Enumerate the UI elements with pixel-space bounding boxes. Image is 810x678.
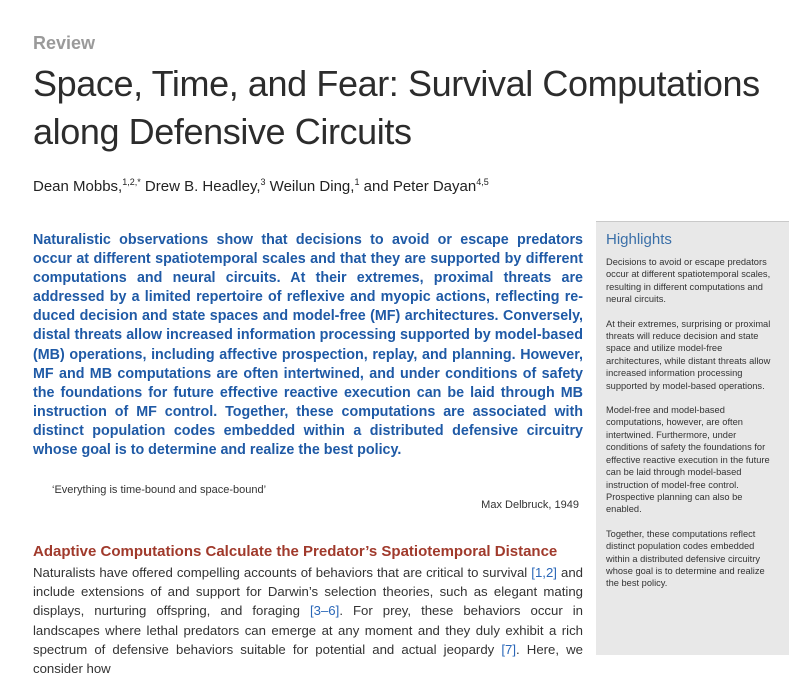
author-affiliation: 1 [354, 177, 360, 187]
highlight-paragraph: Model-free and model-based computations, however, are often intertwined. Furthermore, under conditions of safety the foundations for effective reactive execution in the future can be laid through model-based instruction of model-free control. Prospective planning can also be enabled. [606, 405, 770, 515]
body-text-segment: and include extensions of and support for Darwin’s selection theories, such as elegant mating displays, nurturing offspring, and foraging [33, 565, 583, 619]
body-text-segment: . For prey, these behaviors occur in landscapes where lethal predators can emerge at any moment and they duly exhibit a rich spectrum of defensive behaviors suitable for potential and actual jeopardy [33, 603, 583, 657]
highlight-paragraph: At their extremes, surprising or proximal threats will reduce decision and state space and utilize model-free architectures, while distant threats allow increased information processing supported by model-based operations. [606, 318, 771, 391]
highlights-title: Highlights [606, 231, 672, 248]
author-affiliation: 3 [260, 177, 266, 187]
highlights-box [596, 221, 789, 655]
epigraph-attribution: Max Delbruck, 1949 [481, 499, 579, 511]
citation-link[interactable]: [3–6] [309, 603, 340, 619]
article-title-line-1: Space, Time, and Fear: Survival Computations [33, 63, 760, 104]
epigraph-quote: ‘Everything is time-bound and space-bound’ [52, 484, 267, 496]
author-affiliation: 1,2,* [122, 177, 141, 187]
author-affiliation: 4,5 [476, 177, 489, 187]
author-name[interactable]: and Peter Dayan [359, 178, 477, 195]
article-title-line-2: along Defensive Circuits [33, 111, 412, 152]
highlight-paragraph: Together, these computations reflect distinct population codes embedded within a distributed defensive circuitry whose goal is to determine and realize the best policy. [606, 528, 765, 589]
article-type-label: Review [33, 33, 96, 53]
citation-link[interactable]: [7] [501, 641, 517, 657]
section-heading: Adaptive Computations Calculate the Predator’s Spatiotemporal Distance [33, 543, 558, 560]
highlight-paragraph: Decisions to avoid or escape predators occur at different spatiotemporal scales, resulting in different computations and neural circuits. [606, 257, 771, 305]
author-name[interactable]: Drew B. Headley, [140, 178, 261, 195]
article-title [33, 60, 803, 156]
abstract: Naturalistic observations show that decisions to avoid or escape predators occur at different spatiotemporal scales and that they are supported by different computations and neural circuits. At their extremes, proximal threats are addressed by a limited repertoire of reflexive and myopic actions, reflecting re-duced decision and state spaces and model-free (MF) architectures. Conversely, distal threats allow increased information processing supported by model-based (MB) operations, including affective prospection, replay, and planning. However, MF and MB computations are often intertwined, and under conditions of safety the foundations for future effective reactive execution can be laid through MB instruction of MF control. Together, these computations are associated with distinct population codes embedded within a distributed defensive circuitry whose goal is to determine and realize the best policy. [33, 232, 583, 459]
citation-link[interactable]: [1,2] [531, 565, 557, 580]
body-text-segment: . Here, we consider how [33, 641, 584, 677]
section-body [33, 563, 583, 678]
author-name[interactable]: Dean Mobbs, [33, 178, 123, 195]
body-text-segment: Naturalists have offered compelling accounts of behaviors that are critical to survival [33, 565, 532, 580]
author-list [33, 178, 489, 195]
author-name[interactable]: Weilun Ding, [265, 178, 355, 195]
